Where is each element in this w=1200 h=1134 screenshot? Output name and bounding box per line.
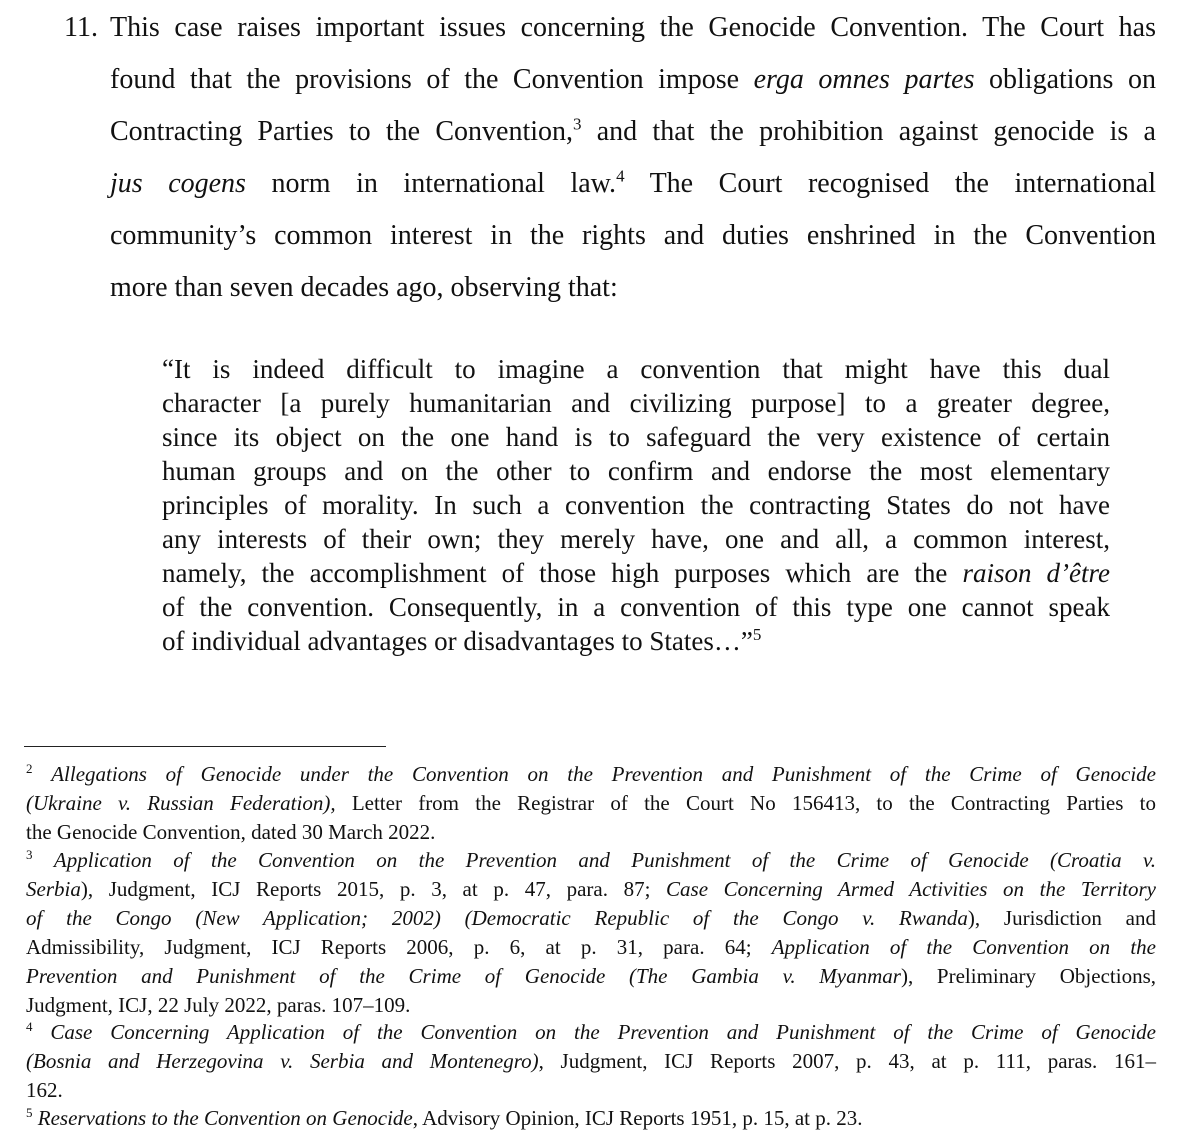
text-line: Contracting Parties to the Convention,$^3$ and that the prohibition against genocide is a xyxy=(110,114,1156,147)
text-line: Serbia), Judgment, ICJ Reports 2015, p. 3, at p. 47, para. 87; Case Concerning Armed Activities on the Territory xyxy=(26,877,1156,901)
footnote-separator xyxy=(24,746,386,747)
text-line: of the Congo (New Application; 2002) (Democratic Republic of the Congo v. Rwanda), Jurisdiction and xyxy=(26,906,1156,930)
paragraph-number: 11. xyxy=(64,12,98,43)
text-line: “It is indeed difficult to imagine a convention that might have this dual xyxy=(162,354,1110,384)
text-line: of the convention. Consequently, in a convention of this type one cannot speak xyxy=(162,592,1110,622)
footnote-marker: 2 xyxy=(26,761,33,776)
text-line: community’s common interest in the rights and duties enshrined in the Convention xyxy=(110,220,1156,251)
text-line: 162. xyxy=(26,1078,63,1102)
footnote-4 xyxy=(26,1018,1156,1105)
text-line: human groups and on the other to confirm and endorse the most elementary xyxy=(162,456,1110,486)
text-line: (Ukraine v. Russian Federation), Letter from the Registrar of the Court No 156413, to the Contracting Parties to xyxy=(26,791,1156,815)
text-line: (Bosnia and Herzegovina v. Serbia and Montenegro), Judgment, ICJ Reports 2007, p. 43, at p. 111, paras. 161– xyxy=(26,1049,1156,1073)
footnote-3 xyxy=(26,846,1156,1020)
italic-run: Serbia xyxy=(26,877,81,901)
text-line: namely, the accomplishment of those high purposes which are the raison d’être xyxy=(162,558,1110,588)
paragraph-body xyxy=(110,2,1156,314)
italic-run: of the Congo (New Application; 2002) (Democratic Republic of the Congo v. Rwanda xyxy=(26,906,968,930)
footnote-marker: 3 xyxy=(26,847,33,862)
text-line: any interests of their own; they merely have, one and all, a common interest, xyxy=(162,524,1110,554)
footnote-marker: 5 xyxy=(752,625,762,644)
text-line: principles of morality. In such a convention the contracting States do not have xyxy=(162,490,1110,520)
text-line xyxy=(26,1018,1156,1047)
footnote-marker: 5 xyxy=(26,1105,33,1120)
text-line: Judgment, ICJ, 22 July 2022, paras. 107–109. xyxy=(26,993,411,1017)
footnote-5 xyxy=(26,1104,1156,1133)
text-line: more than seven decades ago, observing that: xyxy=(110,272,618,303)
footnote-marker: 4 xyxy=(616,166,625,186)
italic-run: (Bosnia and Herzegovina v. Serbia and Montenegro) xyxy=(26,1049,539,1073)
paragraph-11 xyxy=(64,2,1156,314)
italic-run: Application of the Convention on the xyxy=(771,935,1156,959)
text-line: character [a purely humanitarian and civilizing purpose] to a greater degree, xyxy=(162,388,1110,418)
text-line: Admissibility, Judgment, ICJ Reports 2006, p. 6, at p. 31, para. 64; Application of the Convention on the xyxy=(26,935,1156,959)
block-quote xyxy=(162,352,1110,658)
text-line: Prevention and Punishment of the Crime of Genocide (The Gambia v. Myanmar), Preliminary Objections, xyxy=(26,964,1156,988)
italic-run: raison d’être xyxy=(962,558,1110,588)
text-line: the Genocide Convention, dated 30 March 2022. xyxy=(26,820,436,844)
italic-run: Allegations of Genocide under the Convention on the Prevention and Punishment of the Crime of Genocide xyxy=(51,762,1157,786)
footnote-marker: 4 xyxy=(26,1019,33,1034)
footnote-marker: 3 xyxy=(573,114,582,134)
text-line: found that the provisions of the Convention impose erga omnes partes obligations on xyxy=(110,64,1156,95)
footnote-2 xyxy=(26,760,1156,847)
italic-run: Prevention and Punishment of the Crime of Genocide (The Gambia v. Myanmar xyxy=(26,964,901,988)
text-line: since its object on the one hand is to safeguard the very existence of certain xyxy=(162,422,1110,452)
text-line: of individual advantages or disadvantages to States…”$^5$ xyxy=(162,625,762,656)
text-line xyxy=(26,846,1156,875)
italic-run: (Ukraine v. Russian Federation), xyxy=(26,791,336,815)
italic-run: Case Concerning Application of the Convention on the Prevention and Punishment of the Crime of Genocide xyxy=(50,1020,1156,1044)
italic-run: Case Concerning Armed Activities on the Territory xyxy=(666,877,1156,901)
italic-run: Reservations to the Convention on Genocide xyxy=(37,1106,413,1130)
italic-run: jus cogens xyxy=(110,168,246,199)
italic-run: Application of the Convention on the Prevention and Punishment of the Crime of Genocide (Croatia v. xyxy=(53,848,1156,872)
text-line xyxy=(26,760,1156,789)
text-line: $^5$ Reservations to the Convention on Genocide, Advisory Opinion, ICJ Reports 1951, p. 15, at p. 23. xyxy=(26,1105,863,1130)
text-line: This case raises important issues concerning the Genocide Convention. The Court has xyxy=(110,12,1156,43)
italic-run: erga omnes partes xyxy=(753,64,975,95)
text-line: jus cogens norm in international law.$^4$ The Court recognised the international xyxy=(110,166,1156,199)
